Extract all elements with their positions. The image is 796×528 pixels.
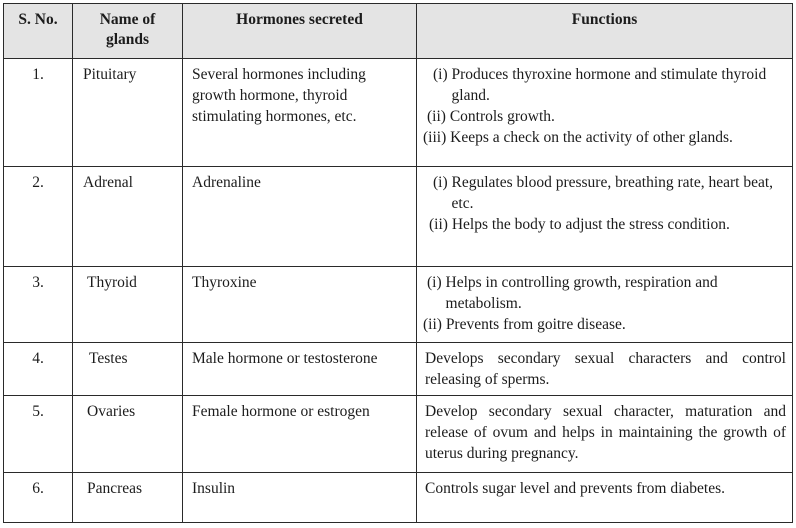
function-text: Controls growth. [449, 108, 555, 125]
header-hormones: Hormones secreted [183, 4, 417, 59]
functions-cell [417, 167, 793, 267]
functions-cell [417, 267, 793, 342]
function-number: (i) [433, 174, 448, 192]
sno-cell: 2. [4, 167, 73, 267]
function-number: (ii) [429, 216, 448, 234]
hormone-cell: Female hormone or estrogen [183, 396, 417, 473]
gland-cell: Pancreas [73, 473, 183, 523]
table-row [4, 342, 793, 396]
function-number: (ii) [427, 108, 446, 125]
functions-cell: Develop secondary sexual character, maturation and release of ovum and helps in maintaining the growth of uterus during pregnancy. [417, 396, 793, 473]
table-row [4, 267, 793, 342]
function-text: Prevents from goitre disease. [445, 316, 626, 334]
gland-cell: Thyroid [73, 267, 183, 342]
sno-cell: 5. [4, 396, 73, 473]
header-row [4, 4, 793, 59]
function-item [423, 272, 786, 314]
sno-cell: 6. [4, 473, 73, 523]
function-text: Produces thyroxine hormone and stimulate thyroid gland. [451, 66, 767, 104]
function-text: Regulates blood pressure, breathing rate, heart beat, etc. [451, 174, 774, 213]
function-number: (iii) [423, 129, 447, 146]
gland-cell: Ovaries [73, 396, 183, 473]
table-row [4, 167, 793, 267]
sno-cell: 3. [4, 267, 73, 342]
function-number: (ii) [423, 316, 442, 334]
sno-cell: 1. [4, 59, 73, 167]
function-item [423, 127, 786, 148]
header-gland: Name of glands [73, 4, 183, 59]
function-item [423, 172, 786, 214]
sno-cell: 4. [4, 342, 73, 396]
table-row [4, 396, 793, 473]
function-text: Helps in controlling growth, respiration and metabolism. [445, 274, 718, 313]
gland-cell: Adrenal [73, 167, 183, 267]
function-text: Keeps a check on the activity of other glands. [450, 129, 733, 146]
table-row [4, 59, 793, 167]
hormone-cell: Adrenaline [183, 167, 417, 267]
hormone-cell: Insulin [183, 473, 417, 523]
function-number: (i) [433, 66, 448, 83]
header-sno: S. No. [4, 4, 73, 59]
function-text: Helps the body to adjust the stress condition. [451, 216, 730, 234]
hormone-cell: Male hormone or testosterone [183, 342, 417, 396]
hormone-cell: Several hormones including growth hormone, thyroid stimulating hormones, etc. [183, 59, 417, 167]
functions-cell: Controls sugar level and prevents from diabetes. [417, 473, 793, 523]
glands-table [3, 3, 793, 523]
function-item [423, 214, 786, 235]
function-item [423, 106, 786, 127]
hormone-cell: Thyroxine [183, 267, 417, 342]
function-number: (i) [427, 274, 442, 292]
function-item [423, 314, 786, 335]
gland-cell: Testes [73, 342, 183, 396]
header-functions: Functions [417, 4, 793, 59]
functions-cell: Develops secondary sexual characters and control releasing of sperms. [417, 342, 793, 396]
functions-cell [417, 59, 793, 167]
table-row [4, 473, 793, 523]
gland-cell: Pituitary [73, 59, 183, 167]
function-item [423, 64, 786, 106]
